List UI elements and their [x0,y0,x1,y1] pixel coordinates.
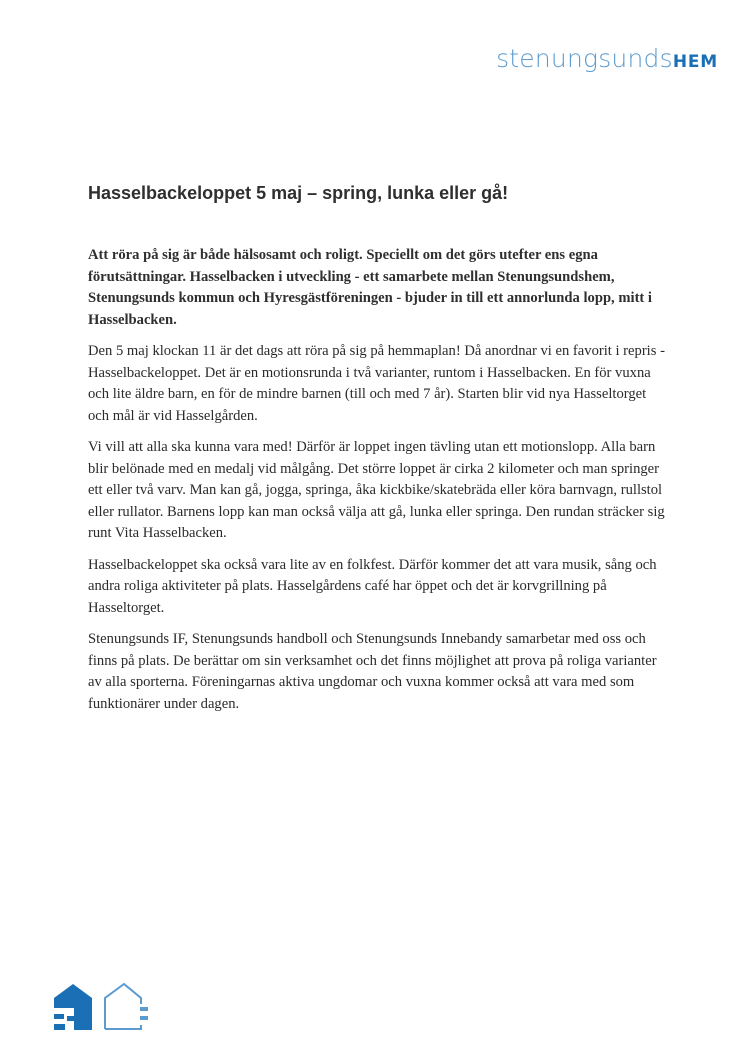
brand-logo [496,46,718,71]
article-title: Hasselbackeloppet 5 maj – spring, lunka eller gå! [88,183,509,203]
logo-wordmark-light: stenungsunds [496,44,673,73]
footer-logo-mark [53,981,153,1033]
article-paragraph: Hasselbackeloppet ska också vara lite av en folkfest. Därför kommer det att vara musik, sång och andra roliga aktiviteter på plats. Hasselgårdens café har öppet och det är korvgrillning på Hasseltorget. [88,556,657,616]
house-outline-icon [105,984,148,1029]
article-paragraph: Vi vill att alla ska kunna vara med! Därför är loppet ingen tävling utan ett motionslopp. Alla barn blir belönade med en medalj vid målgång. Det större loppet är cirka 2 kilometer och man springer ett eller två varv. Man kan gå, jogga, springa, åka kickbike/skatebräda eller köra barnvagn, rullstol eller rullator. Barnens lopp kan man också välja att gå, lunka eller springa. Den rundan sträcker sig runt Vita Hasselbacken. [88,439,665,541]
logo-wordmark-bold: HEM [672,52,718,72]
article-paragraph: Stenungsunds IF, Stenungsunds handboll och Stenungsunds Innebandy samarbetar med oss och finns på plats. De berättar om sin verksamhet och det finns möjlighet att prova på roliga varianter av alla sporterna. Föreningarnas aktiva ungdomar och vuxna kommer också att vara med som funktionärer under dagen. [88,631,657,712]
article-paragraph: Den 5 maj klockan 11 är det dags att röra på sig på hemmaplan! Då anordnar vi en favorit i repris - Hasselbackeloppet. Det är en motionsrunda i två varianter, runtom i Hasselbacken. En för vuxna och lite äldre barn, en för de mindre barnen (till och med 7 år). Starten blir vid nya Hasseltorget och mål är vid Hasselgården. [88,343,665,424]
footer-icons-svg [53,981,153,1033]
article-body [88,245,668,725]
house-filled-icon [54,984,92,1030]
article-lead: Att röra på sig är både hälsosamt och roligt. Speciellt om det görs utefter ens egna förutsättningar. Hasselbacken i utveckling - ett samarbete mellan Stenungsundshem, Stenungsunds kommun och Hyresgästföreningen - bjuder in till ett annorlunda lopp, mitt i Hasselbacken. [88,247,652,328]
